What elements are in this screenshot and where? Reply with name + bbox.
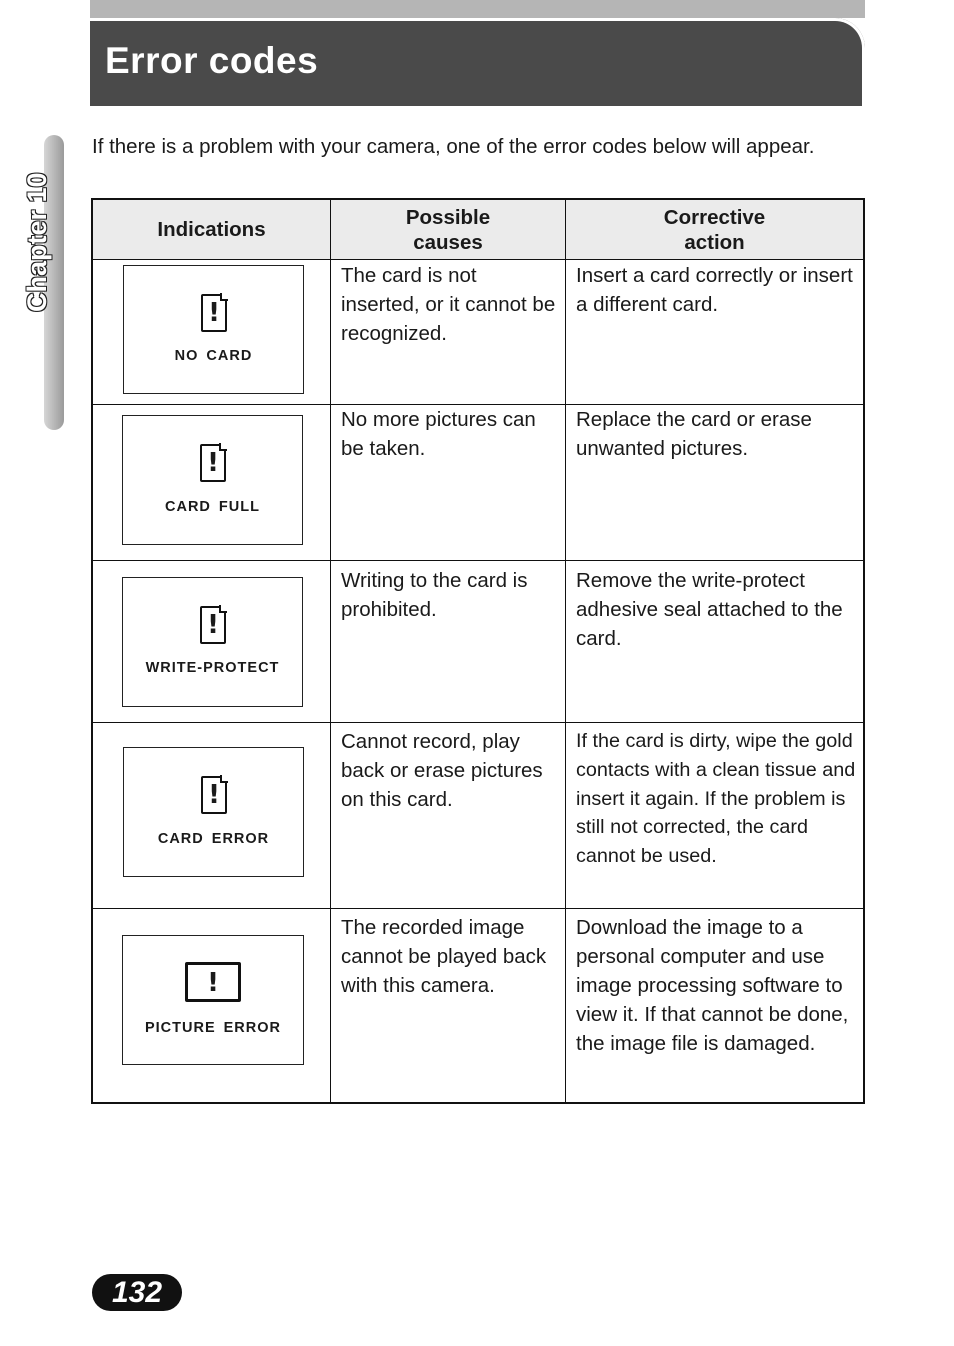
error-code-label: CARD FULL [165, 499, 260, 515]
page-title: Error codes [105, 40, 319, 81]
possible-cause: The recorded image cannot be played back with this camera. [341, 916, 547, 997]
lcd-display [123, 747, 304, 877]
column-divider [565, 200, 566, 1102]
card-warning-icon: ! [200, 444, 226, 482]
chapter-label: Chapter 10 [22, 172, 52, 312]
card-warning-icon: ! [201, 776, 227, 814]
possible-cause: No more pictures can be taken. [341, 408, 536, 460]
error-code-label: CARD ERROR [157, 831, 270, 847]
table-row [93, 561, 863, 723]
corrective-action: Replace the card or erase unwanted pictures. [576, 408, 812, 460]
corrective-action: If the card is dirty, wipe the gold contacts with a clean tissue and insert it again. If the problem is still not corrected, the card cannot be used. [576, 730, 856, 868]
header-corrective-action: Corrective action [663, 205, 766, 254]
table-header-row [93, 200, 863, 260]
error-code-label: NO CARD [174, 348, 253, 364]
corrective-action: Insert a card correctly or insert a different card. [576, 264, 853, 316]
corrective-action: Download the image to a personal computer and use image processing software to view it. If that cannot be done, the image file is damaged. [576, 916, 849, 1055]
table-row [93, 909, 863, 1102]
error-code-label: PICTURE ERROR [144, 1020, 282, 1036]
header-banner-strip [90, 0, 865, 18]
lcd-display [123, 265, 304, 394]
possible-cause: Cannot record, play back or erase pictures on this card. [341, 730, 543, 811]
column-divider [330, 200, 331, 1102]
intro-paragraph: If there is a problem with your camera, one of the error codes below will appear. [92, 135, 815, 158]
possible-cause: Writing to the card is prohibited. [341, 569, 528, 621]
card-warning-icon: ! [201, 294, 227, 332]
table-row [93, 405, 863, 561]
lcd-display [122, 935, 304, 1065]
header-possible-causes: Possible causes [405, 205, 491, 254]
picture-warning-icon: ! [185, 962, 241, 1002]
header-indications: Indications [157, 218, 266, 241]
possible-cause: The card is not inserted, or it cannot be recognized. [341, 264, 556, 345]
table-row [93, 260, 863, 405]
error-code-label: WRITE-PROTECT [145, 660, 280, 676]
table-row [93, 723, 863, 909]
lcd-display [122, 577, 303, 707]
card-warning-icon: ! [200, 606, 226, 644]
lcd-display [122, 415, 303, 545]
page-number: 132 [92, 1274, 182, 1311]
error-codes-table [91, 198, 865, 1104]
corrective-action: Remove the write-protect adhesive seal attached to the card. [576, 569, 843, 650]
